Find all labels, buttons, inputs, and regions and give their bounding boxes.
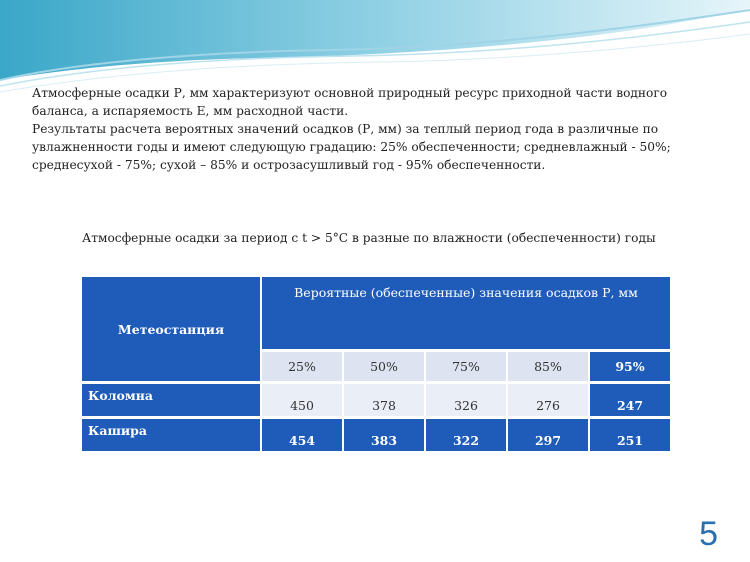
intro-paragraph-2: Результаты расчета вероятных значений осадков (Р, мм) за теплый период года в различные по увлажненности годы и имеют следующую градацию: 25% обеспеченности; средневлажный - 50%; среднесухой - 75%; сухой – 85% и острозасушливый год - 95% обеспеченности.: [32, 122, 671, 172]
table-row: [82, 384, 670, 416]
station-name: Коломна: [82, 384, 260, 416]
percent-header: 95%: [590, 352, 670, 381]
table-cell: 383: [344, 419, 424, 451]
table-cell: 297: [508, 419, 588, 451]
probability-header: Вероятные (обеспеченные) значения осадков Р, мм: [262, 277, 670, 349]
table-cell: 276: [508, 384, 588, 416]
percent-header: 25%: [262, 352, 342, 381]
table-cell: 247: [590, 384, 670, 416]
intro-text: [32, 84, 712, 174]
table-cell: 450: [262, 384, 342, 416]
percent-header: 75%: [426, 352, 506, 381]
percent-header: 50%: [344, 352, 424, 381]
table-cell: 454: [262, 419, 342, 451]
station-header: Метеостанция: [82, 277, 260, 381]
page-number: 5: [699, 515, 718, 553]
precipitation-table: [80, 274, 672, 454]
table-cell: 251: [590, 419, 670, 451]
table-cell: 378: [344, 384, 424, 416]
percent-header: 85%: [508, 352, 588, 381]
station-name: Кашира: [82, 419, 260, 451]
table-row: [82, 419, 670, 451]
table-caption: Атмосферные осадки за период с t > 5°С в разные по влажности (обеспеченности) годы: [82, 231, 656, 245]
intro-paragraph-1: Атмосферные осадки Р, мм характеризуют основной природный ресурс приходной части водного баланса, а испаряемость Е, мм расходной части.: [32, 86, 668, 118]
table-cell: 322: [426, 419, 506, 451]
table-cell: 326: [426, 384, 506, 416]
